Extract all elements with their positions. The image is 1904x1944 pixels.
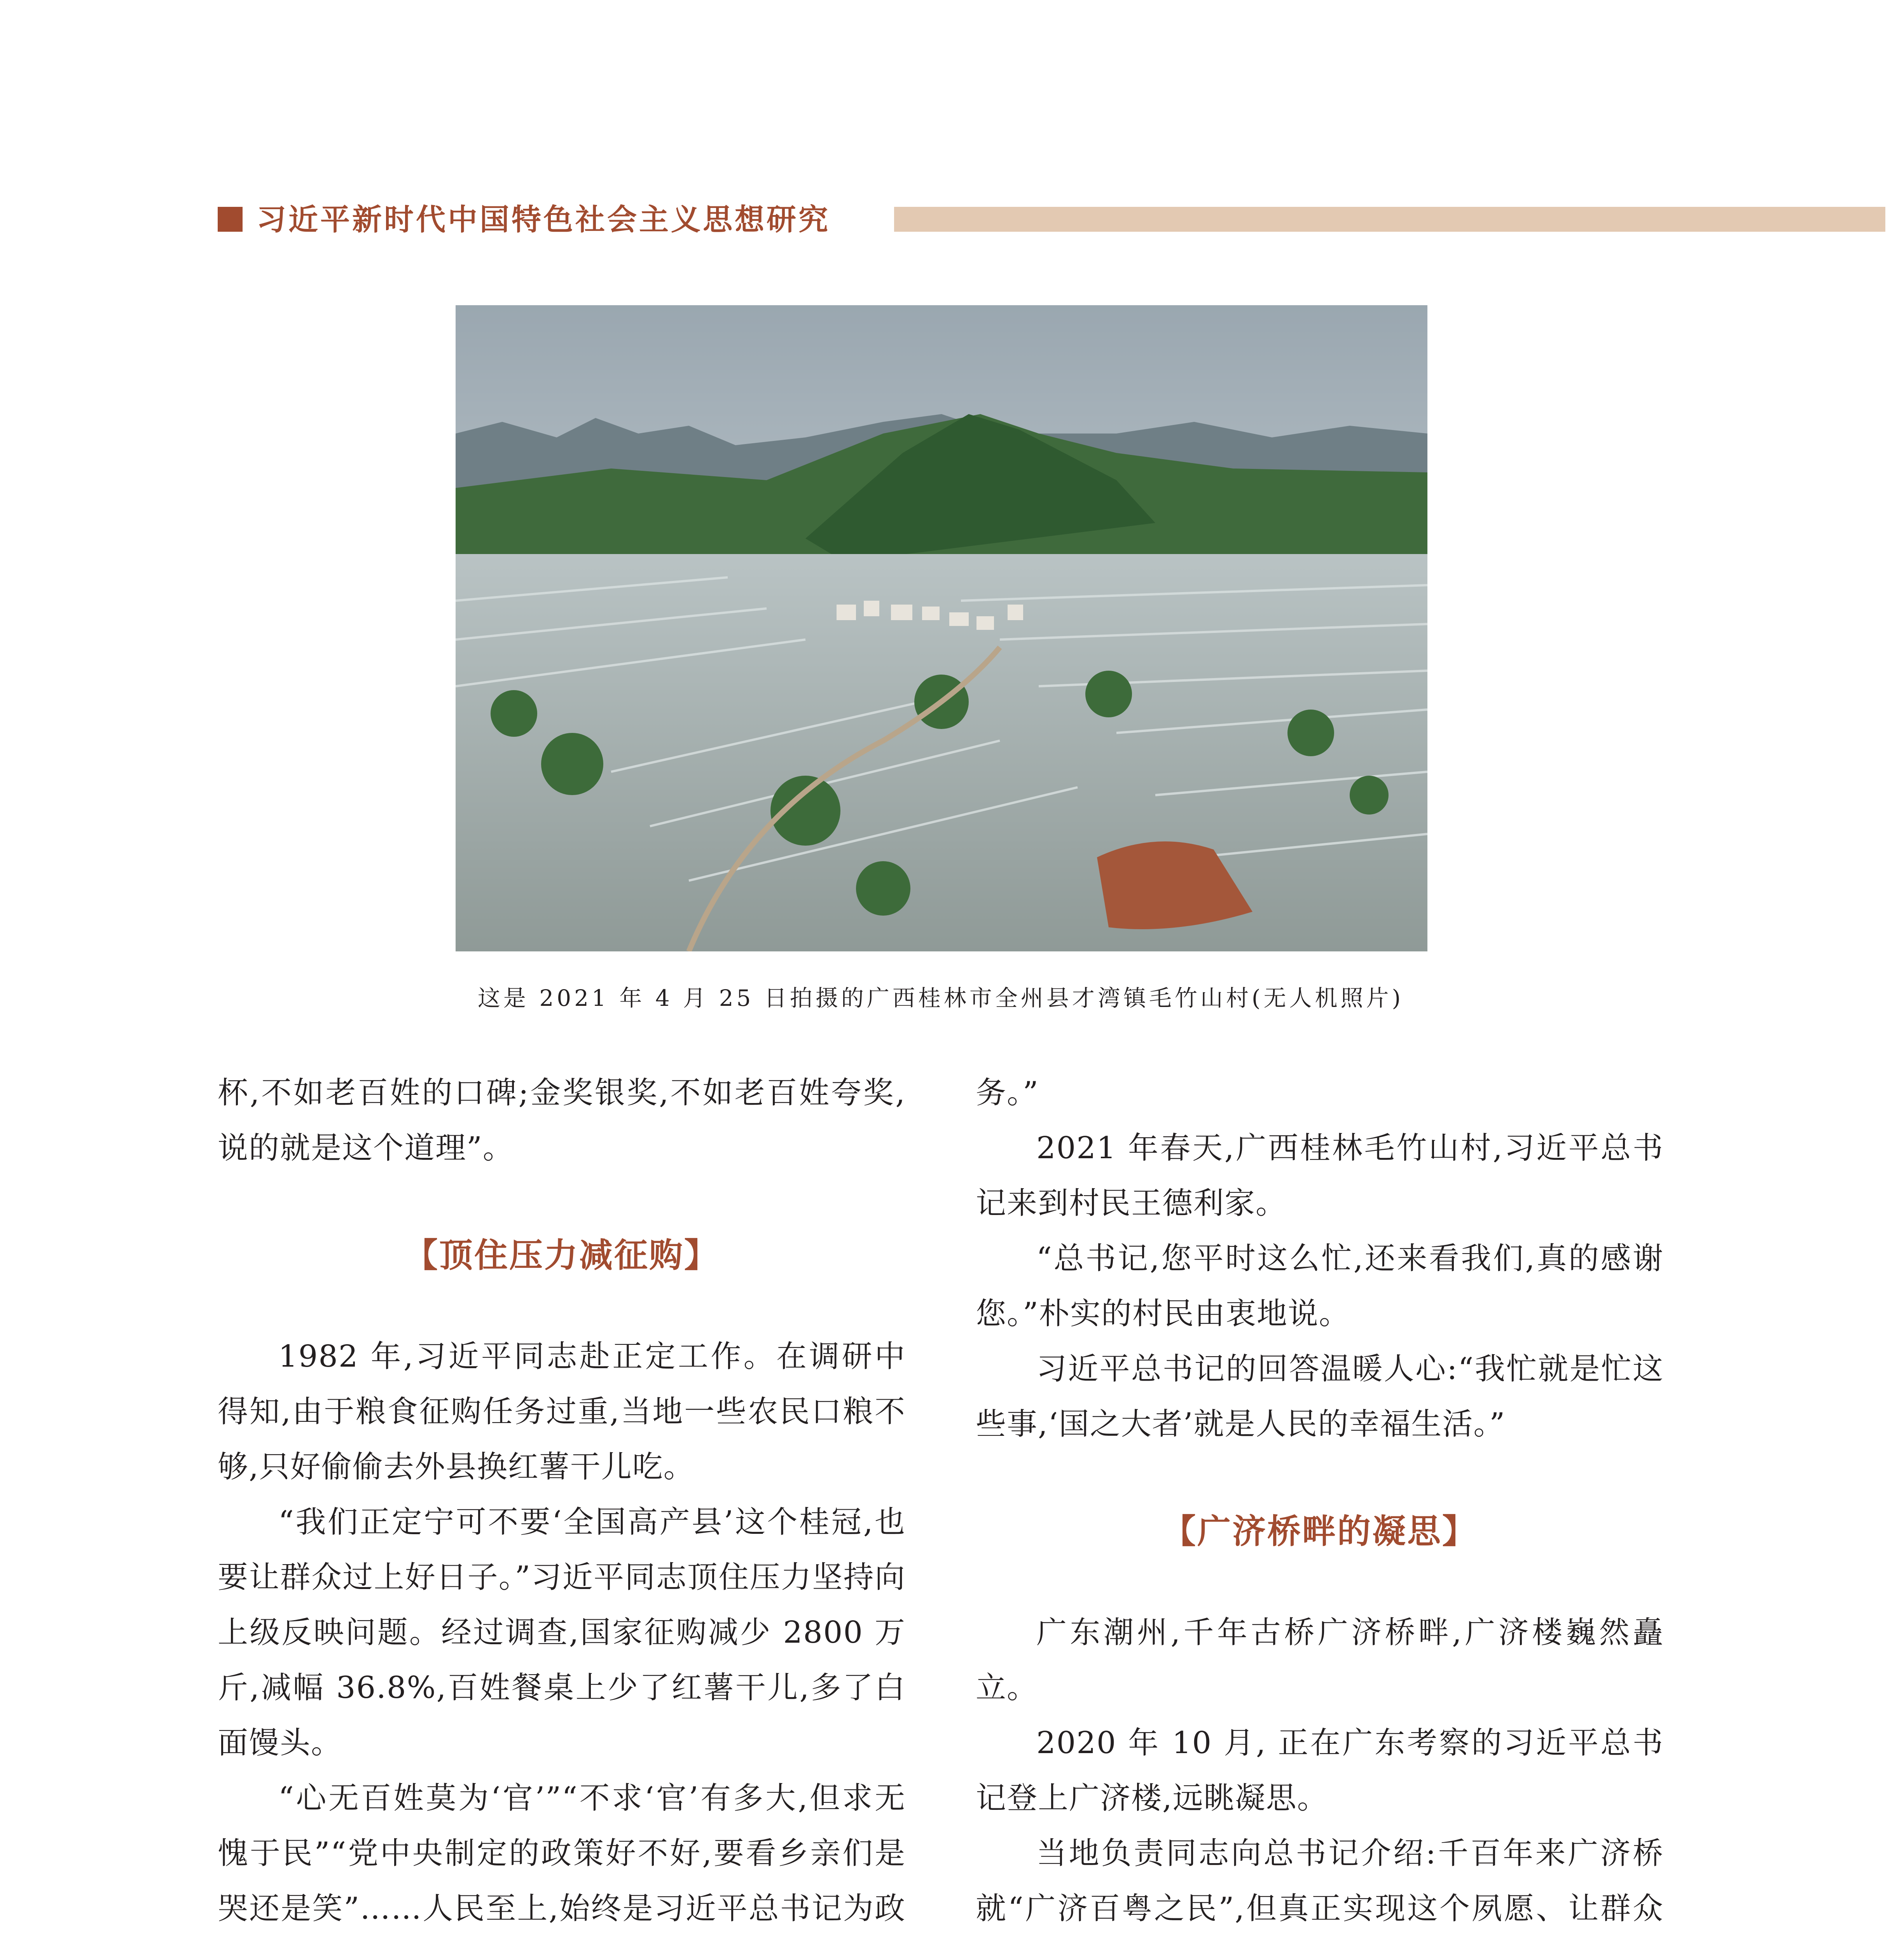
paragraph: 当地负责同志向总书记介绍:千百年来广济桥就“广济百粤之民”,但真正实现这个夙愿、让群众 — [976, 1836, 1664, 1926]
header-marker — [218, 207, 243, 232]
photo-caption: 这是 2021 年 4 月 25 日拍摄的广西桂林市全州县才湾镇毛竹山村(无人机照片) — [477, 985, 1404, 1011]
paragraph: “总书记,您平时这么忙,还来看我们,真的感谢您。”朴实的村民由衷地说。 — [976, 1241, 1664, 1331]
running-header-title: 习近平新时代中国特色社会主义思想研究 — [257, 202, 830, 237]
left-column — [218, 1065, 906, 1944]
paragraph: 2020 年 10 月, 正在广东考察的习近平总书记登上广济楼,远眺凝思。 — [976, 1725, 1664, 1816]
right-column — [976, 1065, 1664, 1944]
village-aerial-photo — [456, 305, 1427, 951]
paragraph: 广东潮州,千年古桥广济桥畔,广济楼巍然矗立。 — [976, 1615, 1664, 1705]
paragraph: 1982 年,习近平同志赴正定工作。在调研中得知,由于粮食征购任务过重,当地一些农民口粮不够,只好偷偷去外县换红薯干儿吃。 — [218, 1339, 906, 1484]
paragraph: 务。” — [976, 1075, 1039, 1110]
paragraph: 2021 年春天,广西桂林毛竹山村,习近平总书记来到村民王德利家。 — [976, 1131, 1664, 1221]
paragraph: 习近平总书记的回答温暖人心:“我忙就是忙这些事,‘国之大者’就是人民的幸福生活。” — [976, 1351, 1664, 1442]
section-heading-3: 【广济桥畔的凝思】 — [1162, 1512, 1477, 1551]
paragraph: “我们正定宁可不要‘全国高产县’这个桂冠,也要让群众过上好日子。”习近平同志顶住压力坚持向上级反映问题。经过调查,国家征购减少 2800 万斤,减幅 36.8%,百姓餐桌上少了红薯干儿,多了白面馒头。 — [218, 1505, 906, 1760]
paragraph: 杯,不如老百姓的口碑;金奖银奖,不如老百姓夸奖,说的就是这个道理”。 — [218, 1075, 906, 1166]
header-decor-bar — [894, 207, 1885, 232]
section-heading-1: 【顶住压力减征购】 — [404, 1236, 719, 1275]
paragraph: “心无百姓莫为‘官’”“不求‘官’有多大,但求无愧于民”“党中央制定的政策好不好,要看乡亲们是哭还是笑”……人民至上,始终是习近平总书记为政 — [218, 1781, 906, 1926]
